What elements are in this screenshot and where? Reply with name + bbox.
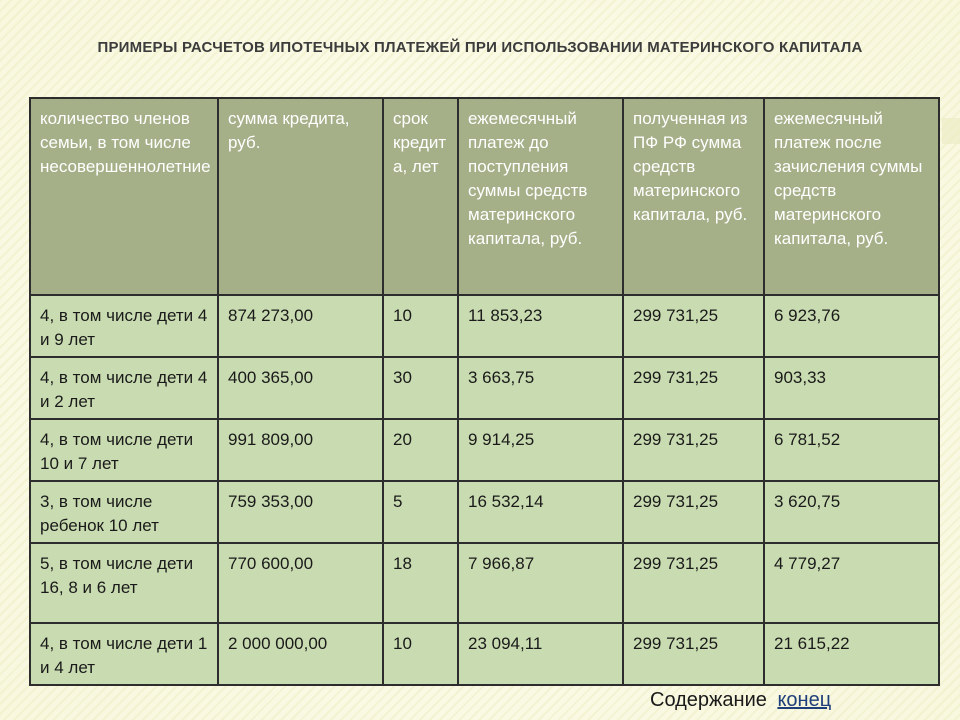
cell-family-members: 4, в том числе дети 4 и 9 лет [30,295,218,357]
table-header-row [30,98,939,295]
cell-payment-before: 9 914,25 [458,419,623,481]
mortgage-table [29,97,940,686]
cell-payment-before: 3 663,75 [458,357,623,419]
cell-family-members: 4, в том числе дети 1 и 4 лет [30,623,218,685]
cell-payment-after: 21 615,22 [764,623,939,685]
header-capital-received: полученная из ПФ РФ сумма средств материнского капитала, руб. [623,98,764,295]
cell-loan-term: 18 [383,543,458,623]
table-row [30,295,939,357]
cell-loan-term: 30 [383,357,458,419]
header-payment-after: ежемесячный платеж после зачисления суммы средств материнского капитала, руб. [764,98,939,295]
cell-family-members: 4, в том числе дети 4 и 2 лет [30,357,218,419]
cell-loan-amount: 400 365,00 [218,357,383,419]
cell-capital-received: 299 731,25 [623,295,764,357]
cell-family-members: 4, в том числе дети 10 и 7 лет [30,419,218,481]
cell-payment-before: 11 853,23 [458,295,623,357]
cell-capital-received: 299 731,25 [623,543,764,623]
header-loan-amount: сумма кредита, руб. [218,98,383,295]
cell-loan-term: 10 [383,295,458,357]
edge-decoration [942,118,960,144]
cell-payment-after: 3 620,75 [764,481,939,543]
cell-loan-term: 10 [383,623,458,685]
table-row [30,623,939,685]
cell-payment-before: 7 966,87 [458,543,623,623]
cell-payment-after: 6 781,52 [764,419,939,481]
cell-loan-term: 5 [383,481,458,543]
cell-loan-amount: 759 353,00 [218,481,383,543]
header-loan-term: срок кредита, лет [383,98,458,295]
cell-capital-received: 299 731,25 [623,481,764,543]
cell-family-members: 5, в том числе дети 16, 8 и 6 лет [30,543,218,623]
cell-loan-term: 20 [383,419,458,481]
cell-capital-received: 299 731,25 [623,357,764,419]
cell-payment-after: 4 779,27 [764,543,939,623]
table-row [30,543,939,623]
cell-loan-amount: 874 273,00 [218,295,383,357]
end-link[interactable]: конец [777,689,832,711]
cell-payment-before: 16 532,14 [458,481,623,543]
cell-capital-received: 299 731,25 [623,623,764,685]
cell-loan-amount: 991 809,00 [218,419,383,481]
cell-payment-after: 6 923,76 [764,295,939,357]
cell-payment-after: 903,33 [764,357,939,419]
slide-title: ПРИМЕРЫ РАСЧЕТОВ ИПОТЕЧНЫХ ПЛАТЕЖЕЙ ПРИ ИСПОЛЬЗОВАНИИ МАТЕРИНСКОГО КАПИТАЛА [97,39,863,56]
cell-family-members: 3, в том числе ребенок 10 лет [30,481,218,543]
table-row [30,357,939,419]
header-family-members: количество членов семьи, в том числе несовершеннолетние [30,98,218,295]
footer-navigation [650,689,831,712]
contents-link[interactable]: Содержание [650,689,767,711]
table-row [30,481,939,543]
cell-payment-before: 23 094,11 [458,623,623,685]
cell-loan-amount: 770 600,00 [218,543,383,623]
cell-capital-received: 299 731,25 [623,419,764,481]
header-payment-before: ежемесячный платеж до поступления суммы средств материнского капитала, руб. [458,98,623,295]
cell-loan-amount: 2 000 000,00 [218,623,383,685]
table-row [30,419,939,481]
